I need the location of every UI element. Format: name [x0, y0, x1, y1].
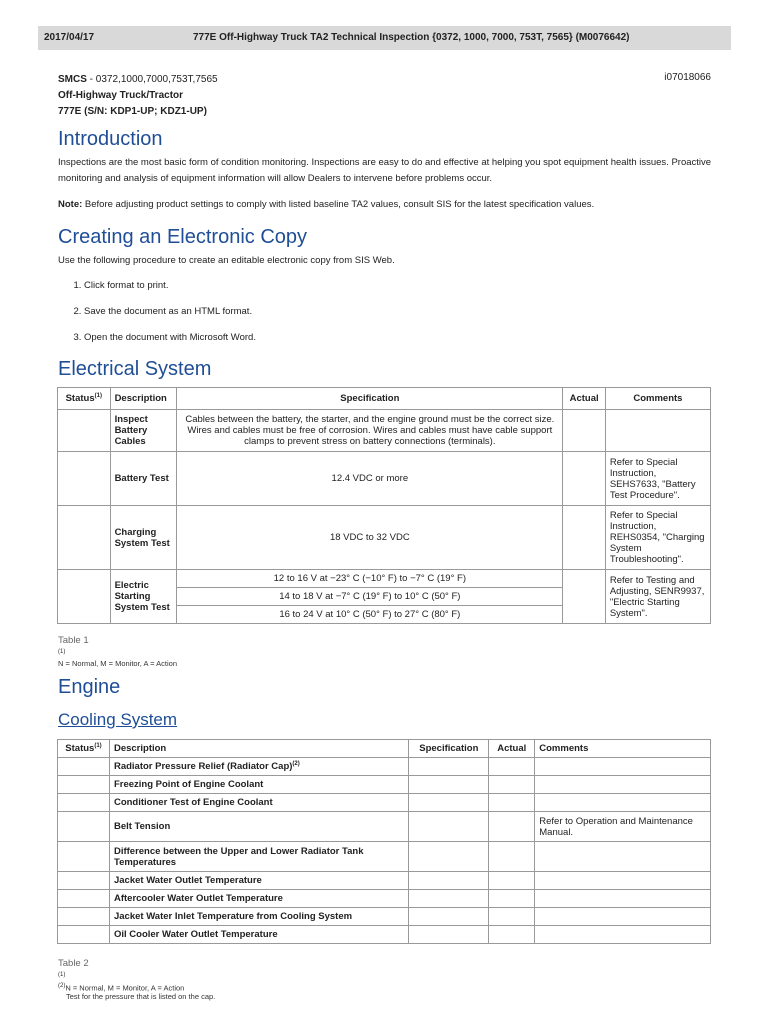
table-row	[58, 794, 711, 812]
table-row	[58, 758, 711, 776]
table-row	[58, 842, 711, 872]
copy-steps	[70, 280, 256, 358]
description-cell: Aftercooler Water Outlet Temperature	[109, 890, 408, 908]
description-cell: Radiator Pressure Relief (Radiator Cap)$^{(2)}$	[109, 758, 408, 776]
intro-note	[58, 197, 718, 213]
table-footnote: $^{(1)}$ $^{(2)}$N = Normal, M = Monitor, A = Action Test for the pressure that is listed on the cap.	[58, 972, 216, 1001]
description-cell: Charging System Test	[110, 506, 177, 570]
actual-cell	[563, 506, 605, 570]
table-row	[58, 410, 711, 452]
table-row	[58, 926, 711, 944]
electrical-heading: Electrical System	[58, 358, 212, 380]
product-name: Off-Highway Truck/Tractor	[58, 90, 184, 101]
col-description: Description	[109, 740, 408, 758]
comments-cell: Refer to Special Instruction, SEHS7633, "Battery Test Procedure".	[605, 452, 710, 506]
col-description: Description	[110, 388, 177, 410]
specification-cell: 14 to 18 V at −7° C (19° F) to 10° C (50° F)	[177, 588, 563, 606]
document-id: i07018066	[664, 72, 711, 83]
table-caption: Table 1	[58, 635, 89, 646]
page-header	[38, 26, 731, 50]
header-date: 2017/04/17	[44, 32, 95, 43]
description-cell: Oil Cooler Water Outlet Temperature	[109, 926, 408, 944]
actual-cell	[563, 452, 605, 506]
engine-heading: Engine	[58, 676, 121, 698]
header-title: 777E Off-Highway Truck TA2 Technical Inspection {0372, 1000, 7000, 753T, 7565} (M0076642)	[193, 32, 630, 43]
col-specification: Specification	[409, 740, 489, 758]
description-cell: Electric Starting System Test	[110, 570, 177, 624]
electrical-table	[57, 387, 711, 624]
col-actual: Actual	[489, 740, 535, 758]
actual-cell	[563, 570, 605, 624]
table-row	[58, 570, 711, 588]
cooling-table	[57, 739, 711, 944]
actual-cell	[563, 410, 605, 452]
description-cell: Conditioner Test of Engine Coolant	[109, 794, 408, 812]
specification-cell: 12.4 VDC or more	[177, 452, 563, 506]
note-text: Before adjusting product settings to comply with listed baseline TA2 values, consult SIS for the latest specification values.	[82, 199, 595, 210]
table-row	[58, 506, 711, 570]
smcs-value: - 0372,1000,7000,753T,7565	[86, 74, 218, 85]
document-meta	[58, 72, 218, 120]
copy-step: 2. Save the document as an HTML format.	[84, 306, 256, 332]
table-row	[58, 872, 711, 890]
specification-cell: 12 to 16 V at −23° C (−10° F) to −7° C (19° F)	[177, 570, 563, 588]
description-cell: Battery Test	[110, 452, 177, 506]
comments-cell: Refer to Operation and Maintenance Manual.	[535, 812, 711, 842]
model-serial: 777E (S/N: KDP1-UP; KDZ1-UP)	[58, 106, 207, 117]
table-footnote: $^{(1)}$ N = Normal, M = Monitor, A = Action	[58, 649, 178, 668]
smcs-label: SMCS	[58, 74, 87, 85]
table-row	[58, 452, 711, 506]
col-comments: Comments	[605, 388, 710, 410]
note-label: Note:	[58, 199, 83, 210]
specification-cell: 16 to 24 V at 10° C (50° F) to 27° C (80° F)	[177, 606, 563, 624]
description-cell: Freezing Point of Engine Coolant	[109, 776, 408, 794]
copy-step: 3. Open the document with Microsoft Word.	[84, 332, 256, 358]
copy-paragraph: Use the following procedure to create an editable electronic copy from SIS Web.	[58, 255, 395, 266]
col-comments: Comments	[535, 740, 711, 758]
table-row	[58, 890, 711, 908]
description-cell: Difference between the Upper and Lower Radiator Tank Temperatures	[109, 842, 408, 872]
col-actual: Actual	[563, 388, 605, 410]
col-specification: Specification	[177, 388, 563, 410]
specification-cell: 18 VDC to 32 VDC	[177, 506, 563, 570]
status-cell	[58, 410, 111, 452]
intro-paragraph: Inspections are the most basic form of condition monitoring. Inspections are easy to do and effective at helping you spot equipment health issues. Proactive monitoring and analysis of equipment information will allow Dealers to intervene before problems occur.	[58, 157, 712, 184]
comments-cell: Refer to Special Instruction, REHS0354, "Charging System Troubleshooting".	[605, 506, 710, 570]
description-cell: Belt Tension	[109, 812, 408, 842]
table-caption: Table 2	[58, 958, 89, 969]
cooling-heading: Cooling System	[58, 710, 178, 729]
table-row	[58, 812, 711, 842]
status-cell	[58, 570, 111, 624]
col-status: Status$^{(1)}$	[58, 388, 111, 410]
description-cell: Inspect Battery Cables	[110, 410, 177, 452]
status-cell	[58, 506, 111, 570]
intro-heading: Introduction	[58, 128, 163, 150]
table-row	[58, 776, 711, 794]
col-status: Status$^{(1)}$	[58, 740, 110, 758]
copy-step: 1. Click format to print.	[84, 280, 256, 306]
comments-cell	[605, 410, 710, 452]
specification-cell: Cables between the battery, the starter, and the engine ground must be the correct size. Wires and cables must be free of corrosion. Wires and cables must have cable support clamps to prevent stress on battery connections (terminals).	[177, 410, 563, 452]
copy-heading: Creating an Electronic Copy	[58, 226, 308, 248]
status-cell	[58, 452, 111, 506]
description-cell: Jacket Water Outlet Temperature	[109, 872, 408, 890]
description-cell: Jacket Water Inlet Temperature from Cooling System	[109, 908, 408, 926]
table-row	[58, 908, 711, 926]
comments-cell: Refer to Testing and Adjusting, SENR9937, "Electric Starting System".	[605, 570, 710, 624]
